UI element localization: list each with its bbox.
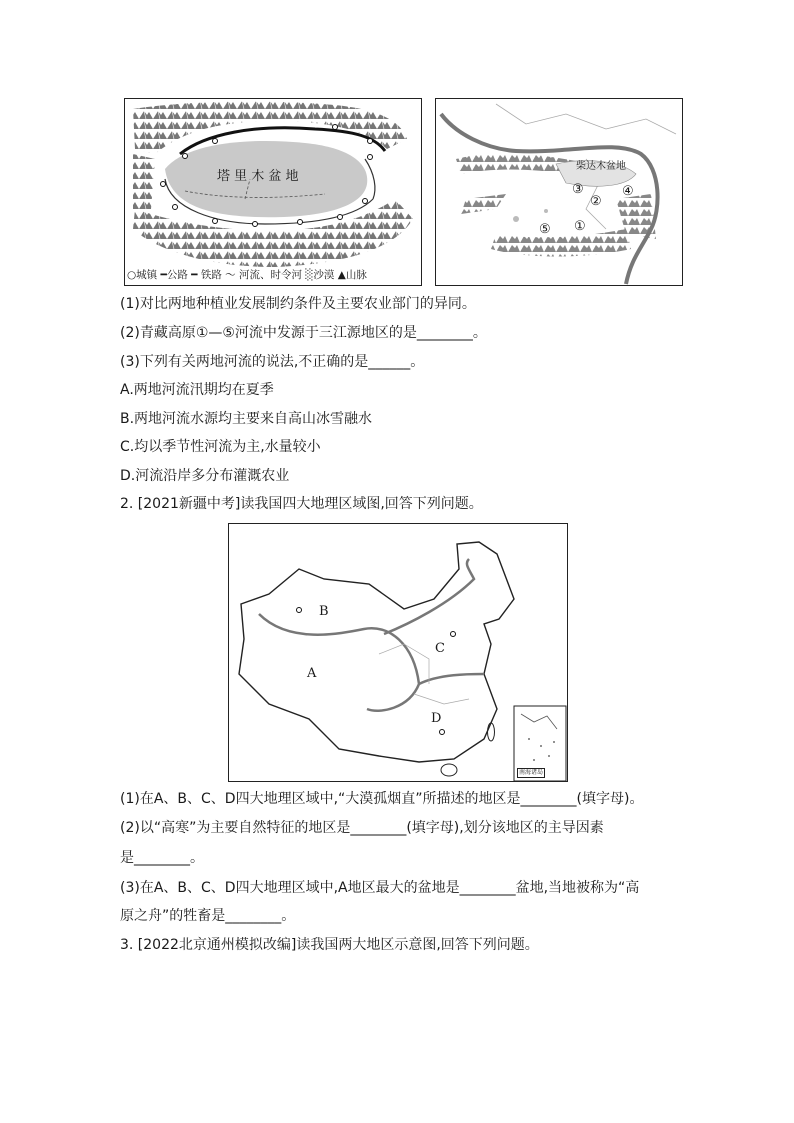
q2-sub3-line1: (3)在A、B、C、D四大地理区域中,A地区最大的盆地是________盆地,当地被称为“高	[120, 880, 640, 896]
q1-option-c: C.均以季节性河流为主,水量较小	[120, 439, 321, 455]
map-legend: ○城镇 ━公路 ━ 铁路 ～ 河流、时令河 ░沙漠 ▲山脉	[127, 269, 367, 281]
china-regions-map	[228, 523, 568, 782]
river-label-4: ④	[622, 184, 634, 199]
river-label-2: ②	[590, 194, 602, 209]
qaidam-basin-label: 柴达木盆地	[576, 161, 626, 172]
q1-option-a: A.两地河流汛期均在夏季	[120, 382, 274, 398]
q2-sub2-line2: 是________。	[120, 850, 204, 866]
tarim-map-graphic	[125, 99, 421, 285]
q2-sub3-line2: 原之舟”的牲畜是________。	[120, 908, 296, 924]
region-label-c: C	[435, 641, 445, 656]
q2-sub2-line1: (2)以“高寒”为主要自然特征的地区是________(填字母),划分该地区的主导因素	[120, 820, 604, 836]
river-label-1: ①	[574, 219, 586, 234]
qaidam-basin-map	[435, 98, 683, 286]
china-map-graphic	[229, 524, 567, 781]
q1-sub1: (1)对比两地种植业发展制约条件及主要农业部门的异同。	[120, 296, 476, 312]
q1-sub3: (3)下列有关两地河流的说法,不正确的是______。	[120, 354, 425, 370]
region-label-d: D	[431, 711, 442, 726]
tarim-basin-label: 塔 里 木 盆 地	[217, 169, 299, 184]
tarim-basin-map	[124, 98, 422, 286]
q1-option-b: B.两地河流水源均主要来自高山冰雪融水	[120, 411, 373, 427]
region-label-a: A	[307, 666, 317, 681]
q2-sub1: (1)在A、B、C、D四大地理区域中,“大漠孤烟直”所描述的地区是________(填字母)。	[120, 791, 644, 807]
river-label-3: ③	[572, 182, 584, 197]
q1-option-d: D.河流沿岸多分布灌溉农业	[120, 468, 290, 484]
river-label-5: ⑤	[539, 222, 551, 237]
region-label-b: B	[319, 604, 329, 619]
q3-stem: 3. [2022北京通州模拟改编]读我国两大地区示意图,回答下列问题。	[120, 937, 539, 953]
south-china-sea-inset-label: 南海诸岛	[519, 769, 544, 776]
q2-stem: 2. [2021新疆中考]读我国四大地理区域图,回答下列问题。	[120, 496, 483, 512]
qaidam-map-graphic	[436, 99, 682, 285]
q1-sub2: (2)青藏高原①—⑤河流中发源于三江源地区的是________。	[120, 325, 487, 341]
